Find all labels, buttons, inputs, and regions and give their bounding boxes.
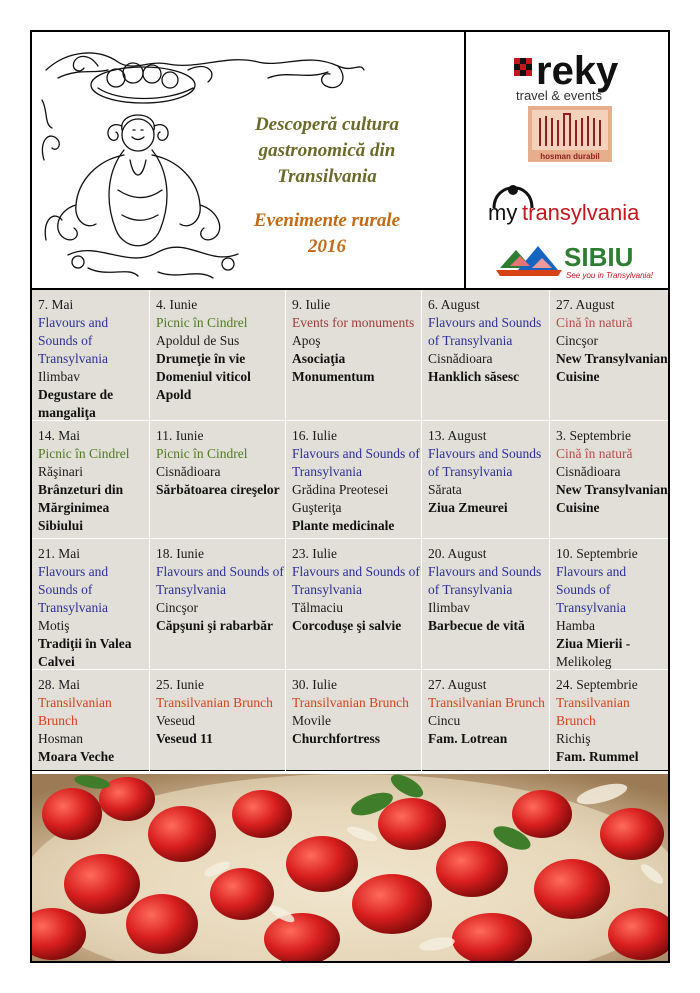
event-title: Fam. Lotrean [428, 731, 508, 746]
event-location: Ilimbav [38, 369, 80, 384]
schedule-cell [550, 290, 668, 421]
event-title: New Transylvanian Cuisine [556, 482, 668, 515]
event-date: 24. Septembrie [556, 677, 638, 692]
event-location: Răşinari [38, 464, 83, 479]
my-wordmark: my [488, 200, 518, 225]
event-series: Flavours and Sounds of Transylvania [292, 564, 420, 597]
schedule-cell [422, 670, 550, 772]
event-title: New Transylvanian Cuisine [556, 351, 668, 384]
schedule-cell [150, 539, 286, 670]
schedule-cell [150, 290, 286, 421]
event-series: Flavours and Sounds of Transylvania [38, 564, 109, 615]
event-series: Transilvanian Brunch [38, 695, 112, 728]
event-title: Drumeţie în vie Domeniul viticol Apold [156, 351, 251, 402]
event-series: Flavours and Sounds of Transylvania [292, 446, 420, 479]
title-line-3: Transilvania [277, 166, 377, 187]
event-title: Hanklich săsesc [428, 369, 520, 384]
event-series: Flavours and Sounds of Transylvania [428, 315, 542, 348]
schedule-cell [286, 670, 422, 772]
strawberry-dessert-photo [32, 774, 668, 961]
event-title: Degustare de mangaliţa [38, 387, 114, 420]
poster-frame [30, 30, 670, 963]
event-date: 14. Mai [38, 428, 80, 443]
schedule-cell [550, 421, 668, 539]
event-series: Flavours and Sounds of Transylvania [428, 446, 542, 479]
event-date: 3. Septembrie [556, 428, 631, 443]
sibiu-tagline: See you in Transylvania! [566, 271, 654, 280]
event-date: 4. Iunie [156, 297, 198, 312]
event-location: Cincşor [556, 333, 598, 348]
subtitle-line-1: Evenimente rurale [253, 210, 401, 231]
mytransylvania-logo [466, 174, 670, 226]
event-series: Flavours and Sounds of Transylvania [38, 315, 109, 366]
event-date: 27. August [428, 677, 487, 692]
event-title: Sărbătoarea cireşelor [156, 482, 280, 497]
event-location: Apoş [292, 333, 321, 348]
event-date: 28. Mai [38, 677, 80, 692]
event-title: Moara Veche [38, 749, 115, 764]
event-location: Cincşor [156, 600, 198, 615]
event-series: Picnic în Cindrel [38, 446, 130, 461]
event-location: Cincu [428, 713, 461, 728]
event-title: Churchfortress [292, 731, 380, 746]
event-series: Transilvanian Brunch [292, 695, 409, 710]
event-date: 25. Iunie [156, 677, 204, 692]
event-title: Tradiţii în Valea Calvei [38, 636, 132, 669]
event-location: Richiş [556, 731, 591, 746]
schedule-cell [32, 290, 150, 421]
schedule-cell [150, 421, 286, 539]
event-date: 23. Iulie [292, 546, 337, 561]
event-date: 30. Iulie [292, 677, 337, 692]
sibiu-wordmark: SIBIU [564, 242, 634, 272]
event-location: Apoldul de Sus [156, 333, 240, 348]
event-series: Cină în natură [556, 446, 633, 461]
poster-header [32, 32, 668, 290]
event-location: Cisnădioara [556, 464, 621, 479]
event-title: Plante medicinale [292, 518, 395, 533]
event-title: Veseud 11 [156, 731, 213, 746]
event-date: 9. Iulie [292, 297, 331, 312]
title-block [207, 112, 447, 260]
title-line-2: gastronomică din [258, 140, 396, 161]
event-title: Ziua Zmeurei [428, 500, 508, 515]
event-title: Fam. Rummel [556, 749, 639, 764]
event-date: 20. August [428, 546, 487, 561]
event-series: Picnic în Cindrel [156, 446, 248, 461]
event-location: Hamba [556, 618, 595, 633]
event-title: Corcoduşe şi salvie [292, 618, 402, 633]
event-title: Căpşuni şi rabarbăr [156, 618, 274, 633]
event-location: Cisnădioara [156, 464, 221, 479]
sibiu-logo [466, 236, 670, 284]
event-date: 16. Iulie [292, 428, 337, 443]
event-series: Flavours and Sounds of Transylvania [156, 564, 284, 597]
schedule-cell [286, 290, 422, 421]
event-date: 11. Iunie [156, 428, 204, 443]
event-host: Melikoleg [556, 654, 612, 669]
event-date: 10. Septembrie [556, 546, 638, 561]
event-series: Transilvanian Brunch [156, 695, 273, 710]
schedule-cell [550, 539, 668, 670]
event-title: Barbecue de vită [428, 618, 525, 633]
event-location: Cisnădioara [428, 351, 493, 366]
event-schedule-grid [32, 290, 668, 772]
title-line-1: Descoperă cultura [254, 114, 400, 135]
schedule-cell [550, 670, 668, 772]
event-title: Asociaţia Monumentum [292, 351, 375, 384]
schedule-cell [286, 421, 422, 539]
schedule-cell [32, 670, 150, 772]
event-series: Transilvanian Brunch [428, 695, 545, 710]
event-title: Brânzeturi din Mărginimea Sibiului [38, 482, 124, 533]
event-date: 13. August [428, 428, 487, 443]
event-location: Motiş [38, 618, 70, 633]
event-series: Cină în natură [556, 315, 633, 330]
sponsor-logos [464, 32, 668, 288]
event-location: Veseud [156, 713, 195, 728]
schedule-cell [150, 670, 286, 772]
reky-tagline: travel & events [516, 88, 602, 103]
event-date: 27. August [556, 297, 615, 312]
event-location: Movile [292, 713, 331, 728]
subtitle-line-2: 2016 [308, 236, 346, 257]
event-series: Transilvanian Brunch [556, 695, 630, 728]
schedule-cell [286, 539, 422, 670]
event-date: 21. Mai [38, 546, 80, 561]
event-series: Flavours and Sounds of Transylvania [556, 564, 627, 615]
schedule-cell [32, 539, 150, 670]
event-series: Events for monuments [292, 315, 415, 330]
event-series: Flavours and Sounds of Transylvania [428, 564, 542, 597]
schedule-cell [422, 290, 550, 421]
event-location: Grădina Preotesei Guşteriţa [292, 482, 389, 515]
hosman-wordmark: hosman durabil [540, 152, 600, 161]
reky-wordmark: reky [536, 49, 619, 93]
event-location: Hosman [38, 731, 83, 746]
event-location: Sărata [428, 482, 462, 497]
event-date: 18. Iunie [156, 546, 204, 561]
event-date: 6. August [428, 297, 480, 312]
event-title: Ziua Mierii - [556, 636, 631, 651]
event-date: 7. Mai [38, 297, 74, 312]
reky-logo [466, 44, 670, 106]
header-left-panel [32, 32, 464, 288]
transylvania-wordmark: transylvania [522, 200, 640, 225]
hosman-durabil-logo [466, 104, 670, 164]
event-series: Picnic în Cindrel [156, 315, 248, 330]
event-location: Ilimbav [428, 600, 470, 615]
schedule-cell [422, 539, 550, 670]
schedule-cell [32, 421, 150, 539]
schedule-cell [422, 421, 550, 539]
event-location: Tălmaciu [292, 600, 343, 615]
